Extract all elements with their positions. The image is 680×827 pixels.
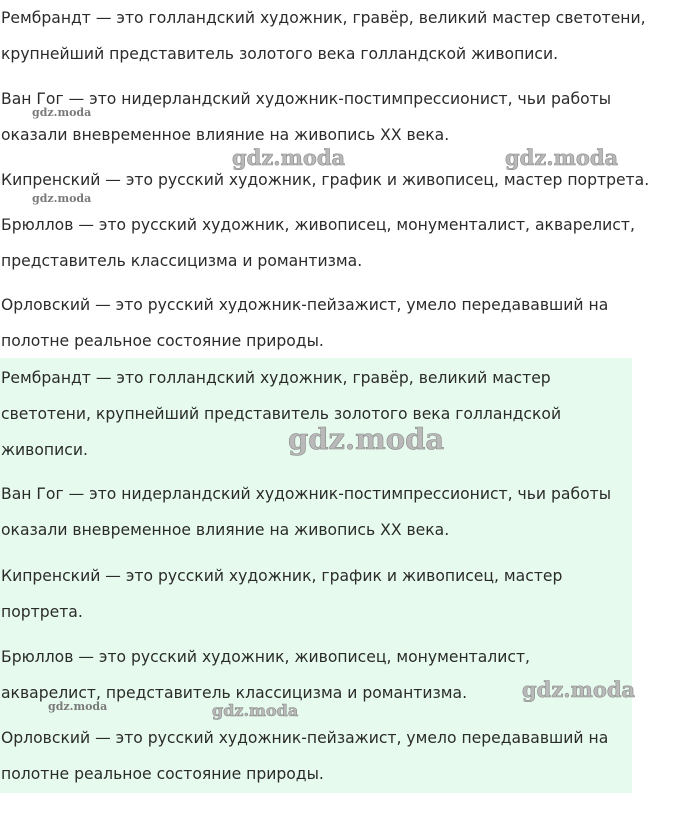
- watermark: gdz.moda: [505, 145, 619, 170]
- watermark: gdz.moda: [232, 145, 346, 170]
- paragraph-rembrandt: Рембрандт — это голландский художник, гравёр, великий мастер светотени, крупнейший представитель золотого века голландской живописи.: [1, 9, 646, 63]
- paragraph-kiprensky: Кипренский — это русский художник, график и живописец, мастер портрета.: [1, 171, 650, 189]
- paragraph-bryullov: Брюллов — это русский художник, живописец, монументалист, акварелист, представитель классицизма и романтизма.: [1, 648, 531, 702]
- watermark: gdz.moda: [522, 677, 636, 702]
- answer-text-plain: [0, 0, 680, 358]
- watermark: gdz.moda: [48, 700, 108, 713]
- answer-text-highlighted: [0, 358, 632, 793]
- paragraph-orlovsky: Орловский — это русский художник-пейзажист, умело передававший на полотне реальное состояние природы.: [1, 296, 609, 350]
- paragraph-kiprensky: Кипренский — это русский художник, график и живописец, мастер портрета.: [1, 567, 563, 621]
- watermark: gdz.moda: [288, 422, 445, 456]
- watermark: gdz.moda: [32, 106, 92, 119]
- paragraph-bryullov: Брюллов — это русский художник, живописец, монументалист, акварелист, представитель классицизма и романтизма.: [1, 216, 635, 270]
- paragraph-van-gogh: Ван Гог — это нидерландский художник-постимпрессионист, чьи работы оказали вневременное влияние на живопись XX века.: [1, 90, 612, 144]
- paragraph-rembrandt: Рембрандт — это голландский художник, гравёр, великий мастер светотени, крупнейший представитель золотого века голландской живописи.: [1, 369, 562, 459]
- paragraph-van-gogh: Ван Гог — это нидерландский художник-постимпрессионист, чьи работы оказали вневременное влияние на живопись XX века.: [1, 485, 612, 539]
- paragraph-orlovsky: Орловский — это русский художник-пейзажист, умело передававший на полотне реальное состояние природы.: [1, 729, 609, 783]
- watermark: gdz.moda: [32, 192, 92, 205]
- watermark: gdz.moda: [212, 701, 299, 720]
